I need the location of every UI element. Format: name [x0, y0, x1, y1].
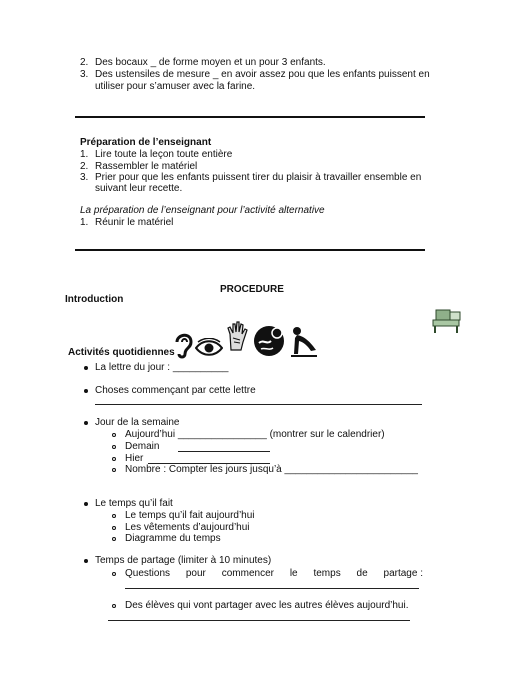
word: pour [185, 568, 206, 579]
alt-prep-item-text: Réunir le matériel [95, 217, 174, 228]
section-divider [75, 116, 425, 118]
tomorrow-item: Demain [125, 441, 160, 452]
word: commencer [221, 568, 274, 579]
material-item-num: 3. [80, 69, 89, 80]
bullet-dot [84, 389, 88, 393]
prep-item-text: Prier pour que les enfants puissent tirer du plaisir à travailler ensemble en [95, 172, 422, 183]
weather-sub-item: Les vêtements d’aujourd’hui [125, 522, 250, 533]
alt-prep-item-num: 1. [80, 217, 89, 228]
prep-item-continuation: suivant leur recette. [95, 183, 183, 194]
things-starting-item: Choses commençant par cette lettre [95, 385, 256, 396]
eye-icon [195, 338, 223, 358]
alt-prep-title: La préparation de l’enseignant pour l’activité alternative [80, 205, 325, 216]
bullet-dot [84, 366, 88, 370]
word: le [289, 568, 298, 579]
prep-item-text: Rassembler le matériel [95, 161, 198, 172]
smelling-face-icon [251, 323, 287, 359]
prep-item-num: 1. [80, 149, 89, 160]
teacher-prep-title: Préparation de l’enseignant [80, 137, 212, 148]
person-stretching-icon [289, 326, 319, 358]
answer-line [108, 620, 410, 621]
count-days-item: Nombre : Compter les jours jusqu’à ________________________ [125, 464, 418, 475]
word: partage : [383, 568, 423, 579]
weather-sub-item: Le temps qu’il fait aujourd’hui [125, 510, 255, 521]
bullet-dot [84, 502, 88, 506]
material-item-text: Des ustensiles de mesure _ en avoir assez pou que les enfants puissent en [95, 69, 430, 80]
prep-item-num: 3. [80, 172, 89, 183]
daily-activities-heading: Activités quotidiennes [68, 347, 175, 358]
sub-bullet-circle [112, 514, 116, 518]
answer-line [95, 404, 422, 405]
today-item: Aujourd’hui ________________ (montrer sur le calendrier) [125, 429, 385, 440]
material-item-text: Des bocaux _ de forme moyen et un pour 3 enfants. [95, 57, 326, 68]
word: temps [313, 568, 341, 579]
hand-icon [226, 320, 248, 352]
material-item-num: 2. [80, 57, 89, 68]
sub-bullet-circle [112, 537, 116, 541]
answer-line [125, 588, 419, 589]
procedure-title: PROCEDURE [220, 284, 284, 295]
prep-item-text: Lire toute la leçon toute entière [95, 149, 233, 160]
day-of-week-item: Jour de la semaine [95, 417, 180, 428]
yesterday-item: Hier [125, 453, 144, 464]
sub-bullet-circle [112, 468, 116, 472]
sub-bullet-circle [112, 526, 116, 530]
chair-clipart-icon [430, 306, 464, 334]
sub-bullet-circle [112, 457, 116, 461]
sub-bullet-circle [112, 572, 116, 576]
sub-bullet-circle [112, 445, 116, 449]
section-divider [75, 249, 425, 251]
sharing-questions-item [125, 568, 423, 580]
weather-sub-item: Diagramme du temps [125, 533, 221, 544]
letter-of-day-item: La lettre du jour : __________ [95, 362, 229, 373]
weather-item: Le temps qu’il fait [95, 498, 173, 509]
sub-bullet-circle [112, 604, 116, 608]
sharing-time-item: Temps de partage (limiter à 10 minutes) [95, 555, 272, 566]
bullet-dot [84, 559, 88, 563]
bullet-dot [84, 421, 88, 425]
ear-icon [173, 330, 195, 360]
sharing-students-item: Des élèves qui vont partager avec les autres élèves aujourd’hui. [125, 600, 409, 611]
prep-item-num: 2. [80, 161, 89, 172]
answer-line [178, 451, 270, 452]
word: Questions [125, 568, 171, 579]
sub-bullet-circle [112, 433, 116, 437]
introduction-heading: Introduction [65, 294, 124, 305]
material-item-continuation: utiliser pour s’amuser avec la farine. [95, 81, 256, 92]
word: de [356, 568, 368, 579]
